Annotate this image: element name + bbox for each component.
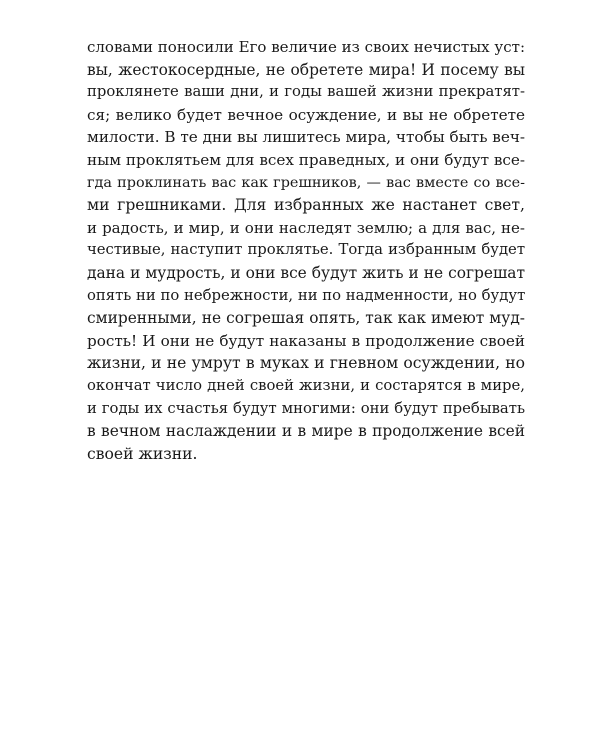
text-line: словами поносили Его величие из своих нечистых уст: bbox=[87, 38, 525, 56]
text-line: ми грешниками. Для избранных же настанет свет, bbox=[87, 196, 525, 215]
text-line: ся; велико будет вечное осуждение, и вы не обретете bbox=[87, 105, 525, 124]
text-line: честивые, наступит проклятье. Тогда избранным будет bbox=[87, 241, 525, 259]
text-line: смиренными, не согрешая опять, так как имеют муд- bbox=[87, 309, 525, 328]
text-line: дана и мудрость, и они все будут жить и не согрешат bbox=[87, 263, 525, 282]
text-line: проклянете ваши дни, и годы вашей жизни прекратят- bbox=[87, 83, 525, 101]
text-line: вы, жестокосердные, не обретете мира! И посему вы bbox=[87, 60, 525, 79]
text-line: своей жизни. bbox=[87, 444, 198, 463]
text-line: жизни, и не умрут в муках и гневном осуждении, но bbox=[87, 354, 525, 373]
text-line: гда проклинать вас как грешников, — вас вместе со все- bbox=[87, 174, 525, 191]
body-text bbox=[87, 36, 525, 465]
text-line: и радость, и мир, и они наследят землю; а для вас, не- bbox=[87, 218, 525, 237]
text-line: ным проклятьем для всех праведных, и они будут все- bbox=[87, 150, 525, 169]
text-line: и годы их счастья будут многими: они будут пребывать bbox=[87, 399, 525, 417]
text-line: в вечном наслаждении и в мире в продолжение всей bbox=[87, 422, 525, 441]
text-line: опять ни по небрежности, ни по надменности, но будут bbox=[87, 286, 526, 304]
text-line: рость! И они не будут наказаны в продолжение своей bbox=[87, 331, 525, 350]
text-line: милости. В те дни вы лишитесь мира, чтобы быть веч- bbox=[87, 128, 525, 147]
text-line: окончат число дней своей жизни, и состарятся в мире, bbox=[87, 376, 525, 394]
